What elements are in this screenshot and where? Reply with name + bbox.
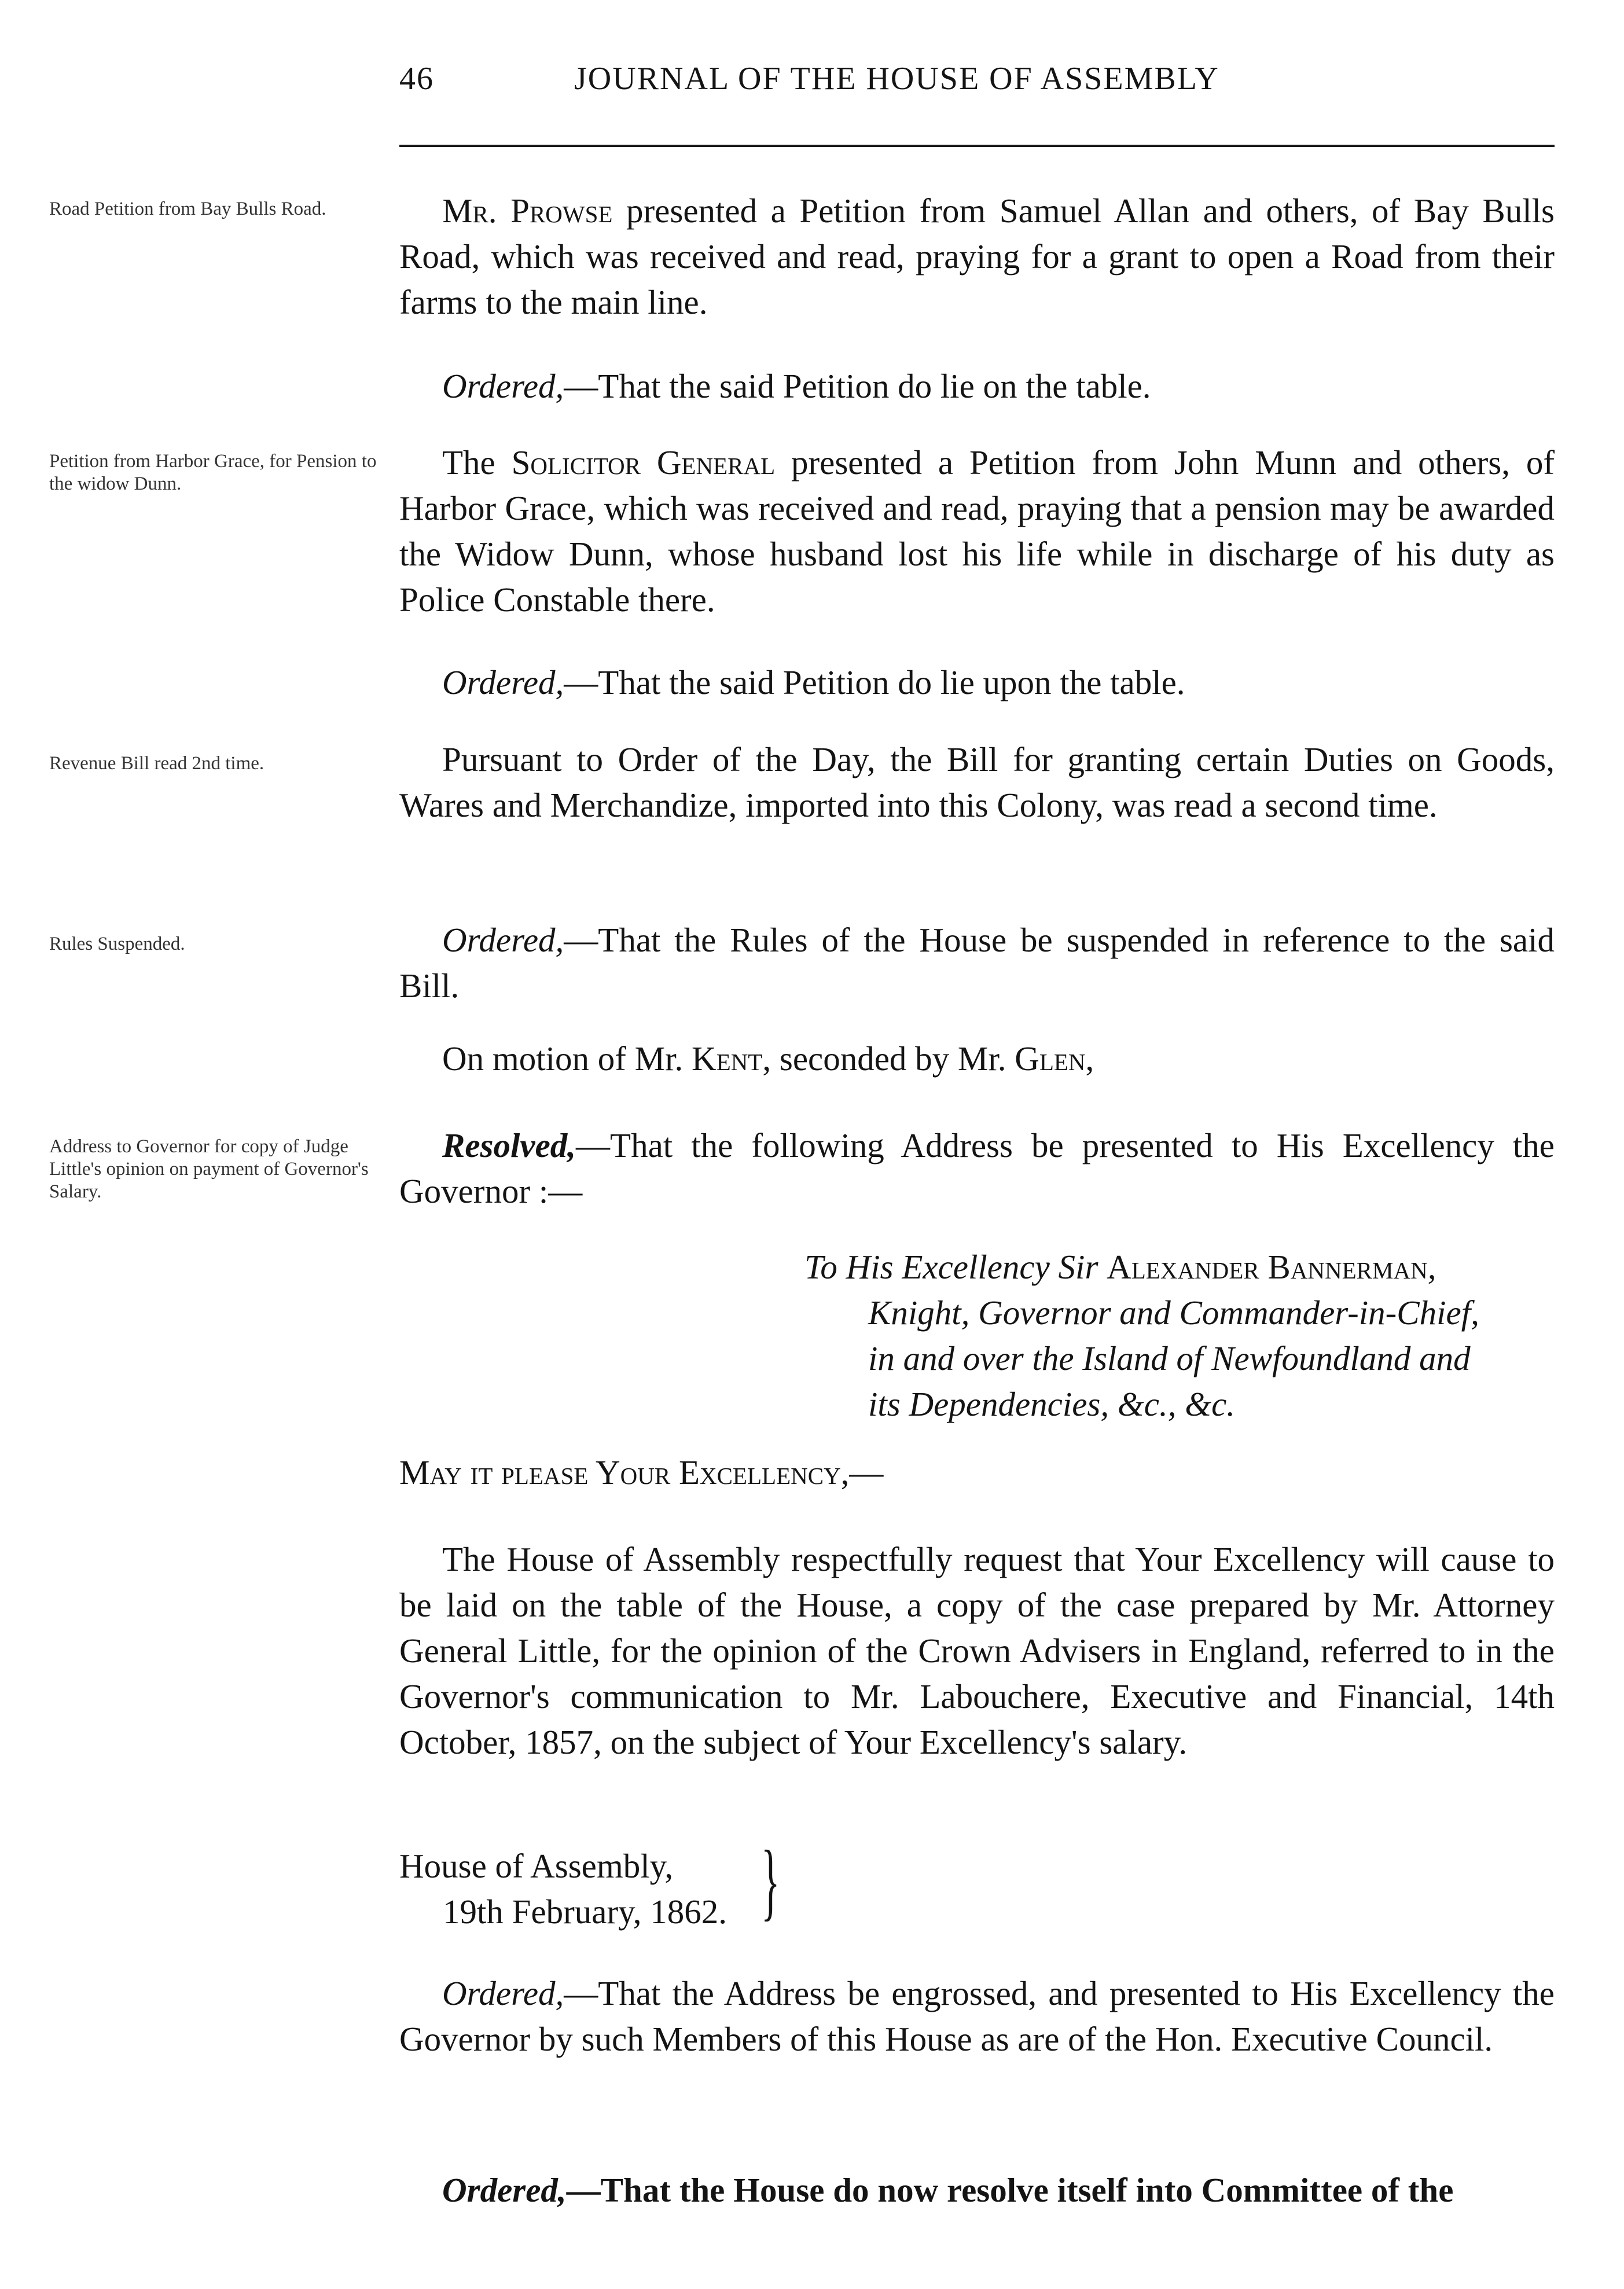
paragraph-text: —That the said Petition do lie on the table. (564, 367, 1151, 405)
member-name: Solicitor General (511, 443, 776, 482)
paragraph-ordered-committee (399, 2167, 1555, 2213)
paragraph-solicitor-petition (399, 440, 1555, 623)
margin-note-revenue-bill: Revenue Bill read 2nd time. (49, 753, 264, 774)
resolved-label: Resolved, (442, 1126, 576, 1164)
paragraph-text: presented a Petition from John Munn and others, of Harbor Grace, which was received and read, praying that a pension may be awarded the Widow Dunn, whose husband lost his life while in discharge of his duty as Police Constable there. (399, 443, 1555, 619)
paragraph-prowse-petition (399, 188, 1555, 325)
header-rule (399, 145, 1555, 147)
salutation-line-3: in and over the Island of Newfoundland and (868, 1339, 1471, 1377)
salutation-comma: , (1427, 1248, 1436, 1286)
margin-note-harbor-petition: Petition from Harbor Grace, for Pension to the widow Dunn. (49, 451, 377, 494)
member-name-glen: Glen (1015, 1039, 1086, 1078)
paragraph-text: —That the following Address be presented to His Excellency the Governor :— (399, 1126, 1555, 1210)
salutation-line-4: its Dependencies, &c., &c. (868, 1385, 1236, 1423)
salutation-line-2: Knight, Governor and Commander-in-Chief, (868, 1294, 1479, 1332)
paragraph-text: —That the Address be engrossed, and presented to His Excellency the Governor by such Members of this House as are of the Hon. Executive Council. (399, 1974, 1555, 2058)
ordered-label: Ordered, (442, 921, 564, 959)
address-salutation (804, 1244, 1557, 1427)
ordered-label: Ordered, (442, 367, 564, 405)
paragraph-text: —That the House do now resolve itself into Committee of the (566, 2171, 1454, 2209)
salutation-prefix: To His Excellency Sir (804, 1248, 1107, 1286)
ordered-label: Ordered, (442, 1974, 564, 2012)
signature-place: House of Assembly, (399, 1847, 674, 1885)
margin-note-rules: Rules Suspended. (49, 934, 185, 954)
paragraph-address-body: The House of Assembly respectfully request that Your Excellency will cause to be laid on the table of the House, a copy of the case prepared by Mr. Attorney General Little, for the opinion of the Crown Advisers in England, referred to in the Governor's communication to Mr. Labouchere, Executive and Financial, 14th October, 1857, on the subject of Your Excellency's salary. (399, 1540, 1555, 1761)
paragraph-text: presented a Petition from Samuel Allan and others, of Bay Bulls Road, which was received and read, praying for a grant to open a Road from their farms to the main line. (399, 192, 1555, 321)
ordered-label: Ordered, (442, 2171, 567, 2209)
journal-title: JOURNAL OF THE HOUSE OF ASSEMBLY (574, 61, 1219, 97)
margin-note-road-petition: Road Petition from Bay Bulls Road. (49, 199, 326, 219)
signature-date: 19th February, 1862. (443, 1893, 728, 1931)
paragraph-motion (399, 1036, 1555, 1082)
motion-end: , (1085, 1039, 1094, 1078)
paragraph-rules-suspended (399, 917, 1555, 1009)
paragraph-lead: The (442, 443, 512, 482)
signature-brace: } (761, 1833, 780, 1929)
governor-name: Alexander Bannerman (1107, 1248, 1428, 1286)
paragraph-ordered-lie-table (399, 363, 1555, 409)
paragraph-resolved (399, 1123, 1555, 1214)
paragraph-ordered-engrossed (399, 1971, 1555, 2062)
motion-lead: On motion of Mr. (442, 1039, 692, 1078)
page-number: 46 (399, 61, 434, 97)
paragraph-text: —That the Rules of the House be suspended in reference to the said Bill. (399, 921, 1555, 1005)
signature-block (399, 1843, 862, 1935)
paragraph-ordered-lie-upon-table (399, 660, 1555, 706)
member-name-kent: Kent (692, 1039, 763, 1078)
member-name: Mr. Prowse (442, 192, 613, 230)
greeting: May it please Your Excellency,— (399, 1453, 884, 1491)
paragraph-text: —That the said Petition do lie upon the table. (564, 663, 1185, 701)
salutation-line-1 (804, 1244, 1557, 1290)
ordered-label: Ordered, (442, 663, 564, 701)
motion-mid: , seconded by Mr. (762, 1039, 1015, 1078)
paragraph-revenue-bill: Pursuant to Order of the Day, the Bill for granting certain Duties on Goods, Wares and Merchandize, imported into this Colony, was read a second time. (399, 740, 1555, 824)
margin-note-address: Address to Governor for copy of Judge Little's opinion on payment of Governor's Salary. (49, 1136, 369, 1202)
